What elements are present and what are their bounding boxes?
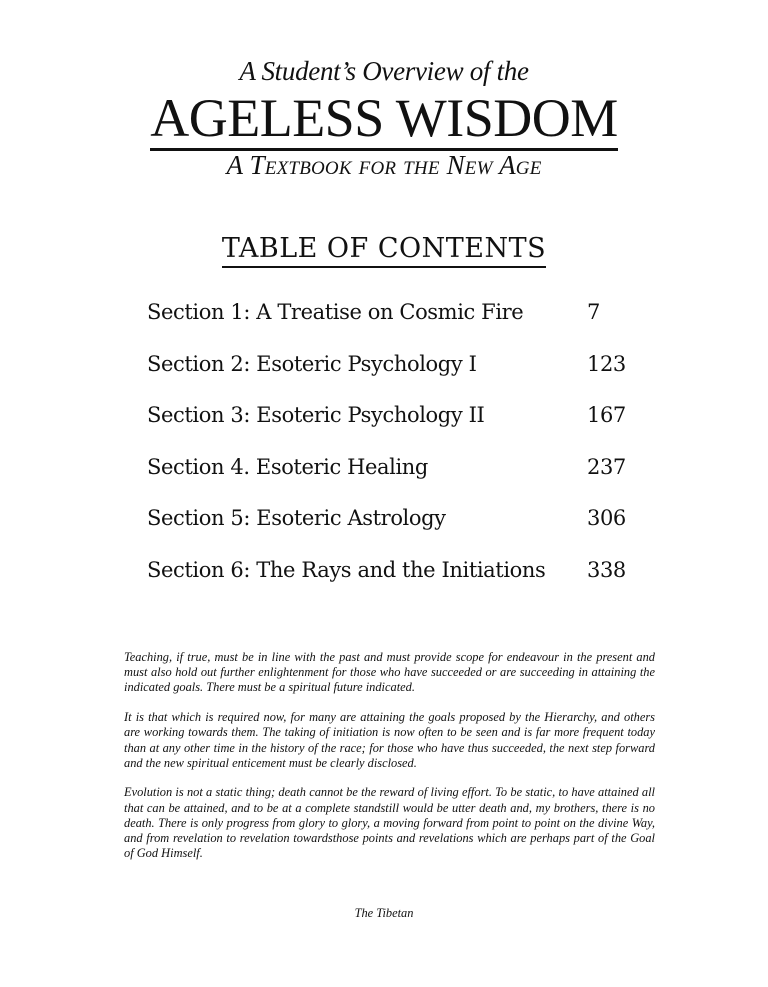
toc-section-title: Section 2: Esoteric Psychology I (147, 351, 477, 376)
quotation-block (124, 650, 655, 876)
toc-entry (147, 552, 647, 604)
overview-line (0, 56, 768, 87)
toc-section-title: Section 4. Esoteric Healing (147, 454, 428, 479)
document-subtitle (0, 150, 768, 181)
quote-attribution (0, 906, 768, 921)
toc-page-number: 338 (587, 557, 626, 582)
table-of-contents (147, 294, 647, 603)
document-title (0, 86, 768, 151)
toc-page-number: 123 (587, 351, 626, 376)
toc-entry (147, 500, 647, 552)
toc-page-number: 167 (587, 403, 626, 427)
quote-paragraph: Teaching, if true, must be in line with the past and must provide scope for endeavour in the present and must also hold out further enlightenment for those who have succeeded or are succeeding in attaining the indicated goals. There must be a spiritual future indicated. (124, 650, 655, 695)
toc-entry (147, 449, 647, 501)
toc-page-number: 7 (587, 300, 600, 324)
toc-heading-text: TABLE OF CONTENTS (222, 232, 546, 268)
toc-section-title: Section 6: The Rays and the Initiations (147, 557, 546, 582)
subtitle-text: A Textbook for the New Age (226, 150, 542, 180)
toc-page-number: 306 (587, 506, 626, 530)
toc-section-title: Section 3: Esoteric Psychology II (147, 403, 485, 427)
overview-text: A Student’s Overview of the (239, 56, 529, 86)
quote-paragraph: It is that which is required now, for many are attaining the goals proposed by the Hierarchy, and others are working towards them. The taking of initiation is now often to be seen and is far more frequent today than at any other time in the history of the race; for those who have thus succeeded, the next step forward and the new spiritual enticement must be clearly disclosed. (124, 710, 655, 770)
toc-section-title: Section 5: Esoteric Astrology (147, 506, 446, 530)
toc-section-title: Section 1: A Treatise on Cosmic Fire (147, 300, 524, 324)
toc-entry (147, 346, 647, 398)
title-text: AGELESS WISDOM (150, 88, 618, 151)
toc-page-number: 237 (587, 454, 626, 479)
quote-paragraph: Evolution is not a static thing; death cannot be the reward of living effort. To be static, to have attained all that can be attained, and to be at a complete standstill would be utter death and, my brothers, there is no death. There is only progress from glory to glory, a moving forward from point to point on the divine Way, and from revelation to revelation towardsthose points and revelations which are perhaps part of the Goal of God Himself. (124, 785, 655, 861)
toc-entry (147, 397, 647, 449)
toc-entry (147, 294, 647, 346)
attribution-text: The Tibetan (354, 906, 414, 920)
toc-heading (0, 232, 768, 268)
